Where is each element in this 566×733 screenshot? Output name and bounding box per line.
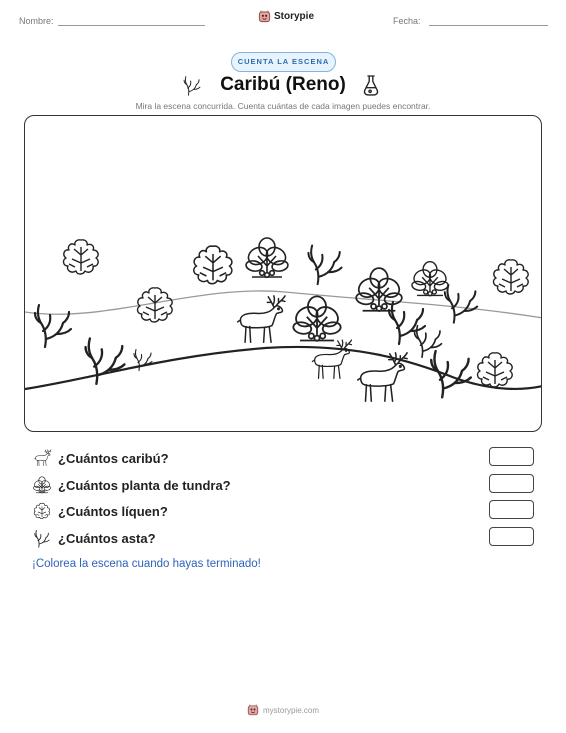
name-field-line[interactable] (58, 25, 205, 26)
answer-box-caribou[interactable] (489, 447, 534, 466)
tundra-plant-item (245, 238, 288, 277)
brand (258, 10, 314, 23)
tundra-plant-icon (32, 476, 52, 494)
caribou-item (238, 296, 285, 342)
antler-icon (32, 528, 52, 548)
question-text: ¿Cuántos asta? (58, 530, 156, 546)
storypie-logo-icon (258, 10, 271, 23)
antler-item (35, 305, 71, 347)
answer-box-lichen[interactable] (489, 500, 534, 519)
lichen-item (194, 246, 232, 284)
caribou-icon (32, 449, 52, 467)
site-footer (0, 704, 566, 716)
answer-box-tundra-plant[interactable] (489, 474, 534, 493)
question-text: ¿Cuántos líquen? (58, 503, 168, 519)
caribou-item (358, 353, 407, 401)
site-url: mystorypie.com (262, 705, 319, 715)
lichen-item (64, 240, 99, 274)
lichen-icon (32, 502, 52, 520)
counting-scene (24, 115, 542, 432)
tundra-plant-item (355, 268, 402, 311)
tundra-plant-item (411, 262, 449, 296)
question-lichen (32, 500, 168, 522)
section-badge: CUENTA LA ESCENA (231, 52, 336, 72)
potion-icon (362, 74, 380, 96)
question-text: ¿Cuántos planta de tundra? (58, 477, 231, 493)
antler-item (389, 302, 425, 344)
question-text: ¿Cuántos caribú? (58, 450, 169, 466)
antler-item (308, 246, 341, 285)
storypie-logo-icon (247, 704, 259, 716)
question-antler (32, 527, 156, 549)
antler-item (431, 351, 471, 397)
question-caribou (32, 447, 169, 469)
antler-item (445, 285, 477, 323)
caribou-item (312, 340, 351, 378)
date-label: Fecha: (393, 16, 421, 26)
tundra-plant-item (292, 296, 341, 340)
scene-illustration (25, 116, 542, 432)
brand-name: Storypie (274, 11, 315, 22)
lichen-item (478, 353, 513, 387)
date-field-line[interactable] (429, 25, 548, 26)
lichen-item (494, 260, 529, 294)
instructions: Mira la escena concurrida. Cuenta cuántas de cada imagen puedes encontrar. (135, 101, 431, 111)
question-tundra-plant (32, 474, 231, 496)
page-title: Caribú (Reno) (220, 74, 346, 95)
answer-box-antler[interactable] (489, 527, 534, 546)
coloring-note: ¡Colorea la escena cuando hayas terminado! (32, 558, 261, 570)
name-label: Nombre: (19, 16, 54, 26)
background-hill (25, 291, 542, 318)
